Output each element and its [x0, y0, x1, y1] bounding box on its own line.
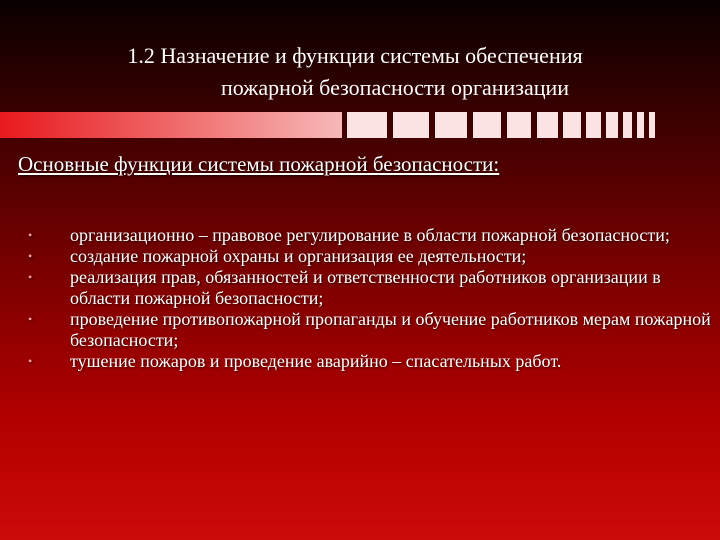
decorative-bar — [0, 112, 720, 138]
list-item-text: тушение пожаров и проведение аварийно – спасательных работ. — [70, 351, 562, 371]
bullet-icon: • — [28, 249, 33, 263]
list-item-text: создание пожарной охраны и организация ее деятельности; — [70, 246, 527, 266]
decorative-block — [347, 112, 387, 138]
bullet-icon: • — [28, 312, 33, 326]
list-item-text: организационно – правовое регулирование в области пожарной безопасности; — [70, 225, 670, 245]
decorative-gradient-strip — [0, 112, 342, 138]
section-heading: Основные функции системы пожарной безопасности: — [18, 152, 500, 176]
decorative-block — [586, 112, 601, 138]
decorative-block — [393, 112, 429, 138]
slide-title-line-2: пожарной безопасности организации — [220, 75, 570, 100]
list-item-text: проведение противопожарной пропаганды и обучение работников мерам пожарной безопасности; — [70, 309, 711, 350]
decorative-block — [507, 112, 531, 138]
decorative-block — [637, 112, 644, 138]
slide-title — [0, 40, 720, 104]
decorative-block — [537, 112, 558, 138]
slide-title-line-1: 1.2 Назначение и функции системы обеспечения — [127, 43, 583, 68]
bullet-icon: • — [28, 228, 33, 242]
list-item — [24, 351, 714, 372]
list-item — [24, 267, 714, 309]
decorative-block — [473, 112, 501, 138]
functions-list — [24, 225, 714, 372]
list-item — [24, 246, 714, 267]
bullet-icon: • — [28, 354, 33, 368]
decorative-block — [606, 112, 618, 138]
bullet-icon: • — [28, 270, 33, 284]
decorative-block — [563, 112, 581, 138]
decorative-block — [623, 112, 632, 138]
list-item — [24, 309, 714, 351]
decorative-block — [649, 112, 655, 138]
list-item — [24, 225, 714, 246]
decorative-block — [435, 112, 467, 138]
list-item-text: реализация прав, обязанностей и ответственности работников организации в области пожарной безопасности; — [70, 267, 661, 308]
